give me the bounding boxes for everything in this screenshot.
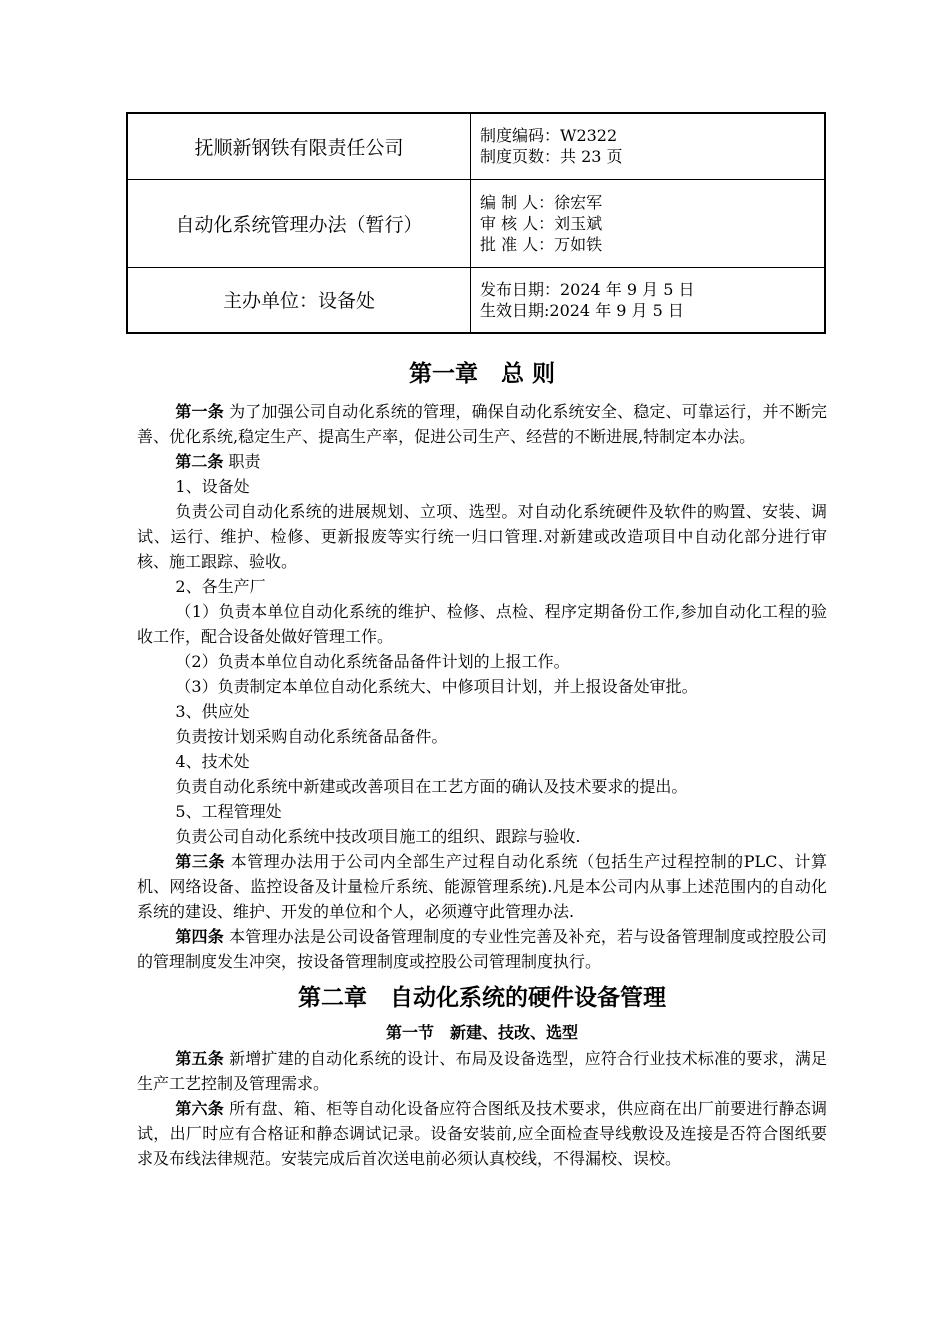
item-5-title: 5、工程管理处 xyxy=(175,802,282,821)
section-1-title: 第一节 新建、技改、选型 xyxy=(385,1023,578,1042)
article-2-label: 第二条 xyxy=(175,452,224,471)
department: 主办单位：设备处 xyxy=(127,267,471,333)
item-1-text: 负责公司自动化系统的进展规划、立项、选型。对自动化系统硬件及软件的购置、安装、调试、运行、维护、检修、更新报废等实行统一归口管理.对新建或改造项目中自动化部分进行审核、施工跟踪、验收。 xyxy=(137,502,827,571)
header-row-department xyxy=(127,267,825,333)
article-1 xyxy=(137,399,827,449)
chapter-1-title: 第一章 总 则 xyxy=(408,361,555,387)
item-3-title: 3、供应处 xyxy=(175,702,250,721)
article-3 xyxy=(137,849,827,924)
article-4-label: 第四条 xyxy=(175,927,224,946)
article-1-text: 为了加强公司自动化系统的管理，确保自动化系统安全、稳定、可靠运行，并不断完善、优化系统,稳定生产、提高生产率，促进公司生产、经营的不断进展,特制定本办法。 xyxy=(137,402,827,446)
article-4-text: 本管理办法是公司设备管理制度的专业性完善及补充，若与设备管理制度或控股公司的管理制度发生冲突，按设备管理制度或控股公司管理制度执行。 xyxy=(137,927,827,971)
effective-date: 生效日期:2024 年 9 月 5 日 xyxy=(480,300,684,320)
item-1-title: 1、设备处 xyxy=(175,477,250,496)
item-3-text: 负责按计划采购自动化系统备品备件。 xyxy=(175,727,448,746)
approver: 批 准 人：万如铁 xyxy=(480,234,603,254)
item-2-sub-3: （3）负责制定本单位自动化系统大、中修项目计划，并上报设备处审批。 xyxy=(175,677,698,696)
article-3-text: 本管理办法用于公司内全部生产过程自动化系统（包括生产过程控制的PLC、计算机、网络设备、监控设备及计量检斤系统、能源管理系统).凡是本公司内从事上述范围内的自动化系统的建设、维护、开发的单位和个人，必须遵守此管理办法. xyxy=(137,852,827,921)
article-6 xyxy=(137,1096,827,1171)
document-page-count: 制度页数：共 23 页 xyxy=(480,147,623,167)
article-6-text: 所有盘、箱、柜等自动化设备应符合图纸及技术要求，供应商在出厂前要进行静态调试，出厂时应有合格证和静态调试记录。设备安装前,应全面检查导线敷设及连接是否符合图纸要求及布线法律规范。安装完成后首次送电前必须认真校线，不得漏校、误校。 xyxy=(137,1099,827,1168)
company-name: 抚顺新钢铁有限责任公司 xyxy=(127,113,471,179)
header-row-title xyxy=(127,179,825,267)
publish-date: 发布日期：2024 年 9 月 5 日 xyxy=(480,279,695,299)
item-2-sub-1: （1）负责本单位自动化系统的维护、检修、点检、程序定期备份工作,参加自动化工程的验收工作，配合设备处做好管理工作。 xyxy=(137,602,827,646)
document-body xyxy=(137,352,827,1171)
article-3-label: 第三条 xyxy=(175,852,226,871)
item-4-text: 负责自动化系统中新建或改善项目在工艺方面的确认及技术要求的提出。 xyxy=(175,777,688,796)
dates-cell xyxy=(471,267,826,333)
compiler: 编 制 人：徐宏军 xyxy=(480,192,603,212)
item-5-text: 负责公司自动化系统中技改项目施工的组织、跟踪与验收. xyxy=(175,827,581,846)
article-2 xyxy=(137,449,827,474)
signatories-cell xyxy=(471,179,826,267)
item-2-title: 2、各生产厂 xyxy=(175,577,266,596)
reviewer: 审 核 人：刘玉斌 xyxy=(480,213,603,233)
article-1-label: 第一条 xyxy=(175,402,224,421)
article-6-label: 第六条 xyxy=(175,1099,224,1118)
article-4 xyxy=(137,924,827,974)
chapter-2-title: 第二章 自动化系统的硬件设备管理 xyxy=(298,985,666,1011)
code-cell xyxy=(471,113,826,179)
document-code: 制度编码：W2322 xyxy=(480,126,618,146)
document-title: 自动化系统管理办法（暂行） xyxy=(127,179,471,267)
header-row-company xyxy=(127,113,825,179)
article-5 xyxy=(137,1046,827,1096)
item-2-sub-2: （2）负责本单位自动化系统备品备件计划的上报工作。 xyxy=(175,652,570,671)
article-5-label: 第五条 xyxy=(175,1049,224,1068)
article-2-text: 职责 xyxy=(223,452,261,471)
document-header-table xyxy=(126,112,826,334)
item-4-title: 4、技术处 xyxy=(175,752,250,771)
article-5-text: 新增扩建的自动化系统的设计、布局及设备选型，应符合行业技术标准的要求，满足生产工艺控制及管理需求。 xyxy=(137,1049,827,1093)
